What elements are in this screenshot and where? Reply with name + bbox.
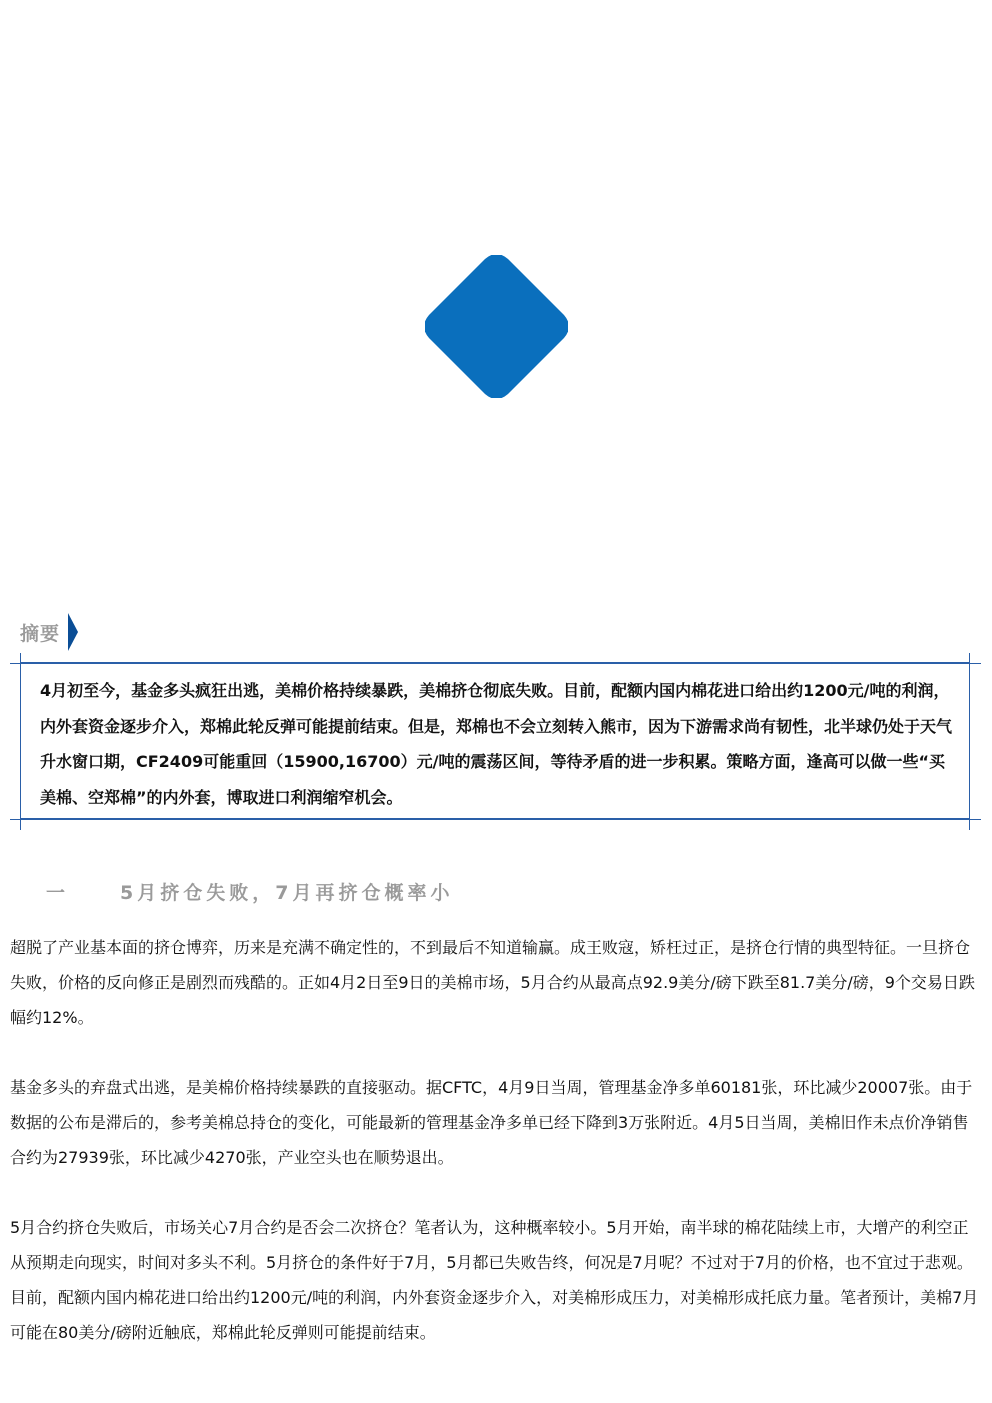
section-title: 5月挤仓失败，7月再挤仓概率小 [120, 882, 454, 904]
abstract-tag [20, 614, 78, 650]
body-paragraph: 超脱了产业基本面的挤仓博弈，历来是充满不确定性的，不到最后不知道输赢。成王败寇，矫枉过正，是挤仓行情的典型特征。一旦挤仓失败，价格的反向修正是剧烈而残酷的。正如4月2日至9日的美棉市场，5月合约从最高点92.9美分/磅下跌至81.7美分/磅，9个交易日跌幅约12%。 [10, 938, 975, 1027]
corner-tick [10, 819, 20, 820]
body-paragraph: 基金多头的弃盘式出逃，是美棉价格持续暴跌的直接驱动。据CFTC，4月9日当周，管理基金净多单60181张，环比减少20007张。由于数据的公布是滞后的，参考美棉总持仓的变化，可能最新的管理基金净多单已经下降到3万张附近。4月5日当周，美棉旧作未点价净销售合约为27939张，环比减少4270张，产业空头也在顺势退出。 [10, 1078, 973, 1167]
section-heading [46, 878, 453, 905]
corner-tick [20, 820, 21, 830]
abstract-text: 4月初至今，基金多头疯狂出逃，美棉价格持续暴跌，美棉挤仓彻底失败。目前，配额内国内棉花进口给出约1200元/吨的利润，内外套资金逐步介入，郑棉此轮反弹可能提前结束。但是，郑棉也不会立刻转入熊市，因为下游需求尚有韧性，北半球仍处于天气升水窗口期，CF2409可能重回（15900,16700）元/吨的震荡区间，等待矛盾的进一步积累。策略方面，逢高可以做一些“买美棉、空郑棉”的内外套，博取进口利润缩窄机会。 [40, 681, 953, 807]
chevron-right-icon [68, 613, 78, 651]
corner-tick [969, 820, 970, 830]
abstract-label: 摘要 [20, 622, 61, 645]
corner-tick [969, 653, 970, 662]
corner-tick [970, 663, 981, 664]
diamond-logo-icon [425, 255, 568, 398]
corner-tick [970, 819, 981, 820]
section-number: 一 [46, 882, 70, 904]
corner-tick [20, 653, 21, 662]
body-paragraph: 5月合约挤仓失败后，市场关心7月合约是否会二次挤仓？笔者认为，这种概率较小。5月开始，南半球的棉花陆续上市，大增产的利空正从预期走向现实，时间对多头不利。5月挤仓的条件好于7月，5月都已失败告终，何况是7月呢？不过对于7月的价格，也不宜过于悲观。目前，配额内国内棉花进口给出约1200元/吨的利润，内外套资金逐步介入，对美棉形成压力，对美棉形成托底力量。笔者预计，美棉7月可能在80美分/磅附近触底，郑棉此轮反弹则可能提前结束。 [10, 1218, 979, 1342]
corner-tick [10, 663, 20, 664]
